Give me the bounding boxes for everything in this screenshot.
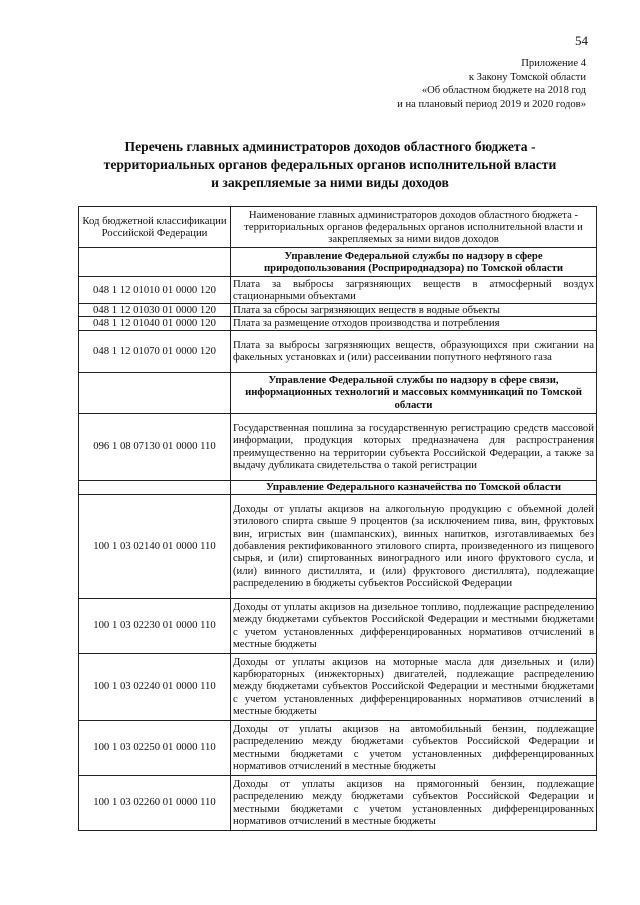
appendix-line: и на плановый период 2019 и 2020 годов»	[397, 98, 586, 110]
title-line: территориальных органов федеральных органов исполнительной власти	[103, 157, 557, 172]
title-line: и закрепляемые за ними виды доходов	[211, 175, 449, 190]
code-cell: 100 1 03 02250 01 0000 110	[79, 720, 231, 775]
title-line: Перечень главных администраторов доходов областного бюджета -	[124, 139, 536, 154]
table-row	[79, 775, 597, 830]
table-row	[79, 277, 597, 304]
code-cell: 048 1 12 01030 01 0000 120	[79, 304, 231, 317]
code-cell: 100 1 03 02230 01 0000 110	[79, 598, 231, 653]
code-cell: 100 1 03 02240 01 0000 110	[79, 653, 231, 720]
code-cell: 048 1 12 01070 01 0000 120	[79, 330, 231, 372]
desc-cell: Плата за выбросы загрязняющих веществ, образующихся при сжигании на факельных установках и (или) рассеивании попутного нефтяного газа	[231, 330, 597, 372]
code-cell: 096 1 08 07130 01 0000 110	[79, 413, 231, 480]
appendix-line: «Об областном бюджете на 2018 год	[421, 85, 586, 96]
code-cell: 100 1 03 02260 01 0000 110	[79, 775, 231, 830]
table-row	[79, 330, 597, 372]
table-row	[79, 653, 597, 720]
revenue-administrators-table	[78, 206, 597, 831]
desc-cell: Плата за сбросы загрязняющих веществ в водные объекты	[231, 304, 597, 317]
desc-cell: Доходы от уплаты акцизов на алкогольную продукцию с объемной долей этилового спирта свыше 9 процентов (за исключением пива, вин, фруктовых вин, игристых вин (шампанских), винных напитков, изготавливаемых без добавления ректификованного этилового спирта, произведенного из пищевого сырья, и (или) спиртованных виноградного или иного фруктового сусла, и (или) винного дистиллята, и (или) фруктового дистиллята), подлежащие распределению в бюджеты субъектов Российской Федерации	[231, 494, 597, 598]
appendix-line: Приложение 4	[521, 58, 586, 69]
empty-code-cell	[79, 372, 231, 413]
header-name: Наименование главных администраторов доходов областного бюджета - территориальных органов федеральных органов исполнительной власти и закрепляемых за ними видов доходов	[231, 207, 597, 248]
table-row-org	[79, 372, 597, 413]
desc-cell: Доходы от уплаты акцизов на прямогонный бензин, подлежащие распределению между бюджетами субъектов Российской Федерации и местными бюджетами с учетом установленных дифференцированных нормативов отчислений в местные бюджеты	[231, 775, 597, 830]
desc-cell: Доходы от уплаты акцизов на автомобильный бензин, подлежащие распределению между бюджетами субъектов Российской Федерации и местными бюджетами с учетом установленных дифференцированных нормативов отчислений в местные бюджеты	[231, 720, 597, 775]
appendix-line: к Закону Томской области	[468, 71, 586, 83]
table-row	[79, 720, 597, 775]
empty-code-cell	[79, 248, 231, 277]
table-row	[79, 317, 597, 330]
table-row	[79, 494, 597, 598]
org-name: Управление Федерального казначейства по Томской области	[231, 480, 597, 494]
desc-cell: Плата за выбросы загрязняющих веществ в атмосферный воздух стационарными объектами	[231, 277, 597, 304]
table-row	[79, 413, 597, 480]
org-name: Управление Федеральной службы по надзору в сфере природопользования (Росприроднадзора) по Томской области	[231, 248, 597, 277]
appendix-header	[397, 57, 586, 111]
page-number: 54	[575, 33, 588, 48]
table-row	[79, 598, 597, 653]
desc-cell: Доходы от уплаты акцизов на дизельное топливо, подлежащие распределению между бюджетами субъектов Российской Федерации и местными бюджетами с учетом установленных дифференцированных нормативов отчислений в местные бюджеты	[231, 598, 597, 653]
desc-cell: Доходы от уплаты акцизов на моторные масла для дизельных и (или) карбюраторных (инжекторных) двигателей, подлежащие распределению между бюджетами субъектов Российской Федерации и местными бюджетами с учетом установленных дифференцированных нормативов отчислений в местные бюджеты	[231, 653, 597, 720]
header-code: Код бюджетной классификации Российской Федерации	[79, 207, 231, 248]
table-row-org	[79, 248, 597, 277]
document-title	[60, 138, 600, 192]
desc-cell: Плата за размещение отходов производства и потребления	[231, 317, 597, 330]
code-cell: 048 1 12 01040 01 0000 120	[79, 317, 231, 330]
org-name: Управление Федеральной службы по надзору в сфере связи, информационных технологий и массовых коммуникаций по Томской области	[231, 372, 597, 413]
table-row-org	[79, 480, 597, 494]
code-cell: 048 1 12 01010 01 0000 120	[79, 277, 231, 304]
empty-code-cell	[79, 480, 231, 494]
code-cell: 100 1 03 02140 01 0000 110	[79, 494, 231, 598]
desc-cell: Государственная пошлина за государственную регистрацию средств массовой информации, продукция которых предназначена для распространения преимущественно на территории субъекта Российской Федерации, а также за выдачу дубликата свидетельства о такой регистрации	[231, 413, 597, 480]
table-row	[79, 304, 597, 317]
